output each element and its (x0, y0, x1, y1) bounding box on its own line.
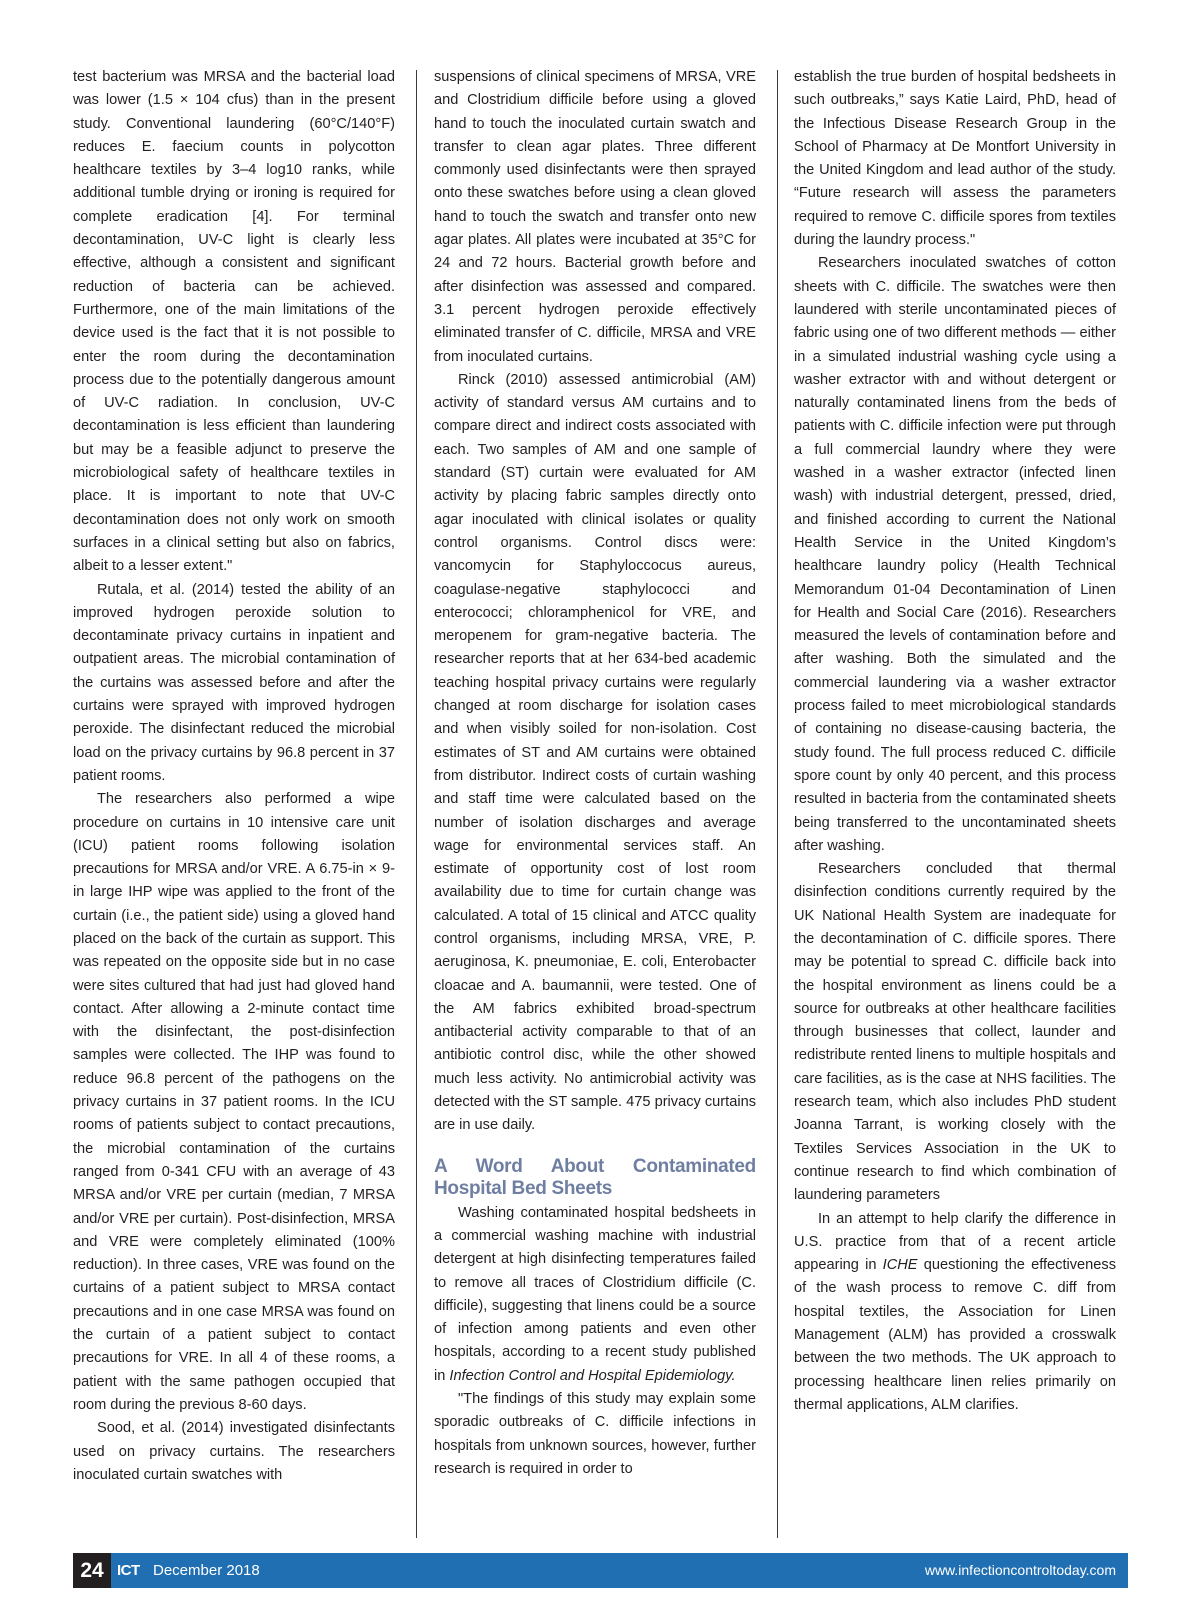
paragraph: The researchers also performed a wipe procedure on curtains in 10 intensive care unit (ICU) patient rooms following isolation precautions for MRSA and/or VRE. A 6.75-in × 9-in large IHP wipe was applied to the front of the curtain (i.e., the patient side) using a gloved hand placed on the back of the curtain as support. This was repeated on the opposite side but in no case were sites cultured that had just had gloved hand contact. After allowing a 2-minute contact time with the disinfectant, the post-disinfection samples were collected. The IHP was found to reduce 96.8 percent of the pathogens on the privacy curtains in 37 patient rooms. In the ICU rooms of patients subject to contact precautions, the microbial contamination of the curtains ranged from 0-341 CFU with an average of 43 MRSA and/or VRE per curtain (median, 7 MRSA and/or VRE per curtain). Post-disinfection, MRSA and VRE were completely eliminated (100% reduction). In three cases, VRE was found on the curtains of a patient subject to MRSA contact precautions and in one case MRSA was found on the curtain of a patient subject to contact precautions for VRE. In all 4 of these rooms, a patient with the same pathogen occupied that room during the previous 8-60 days. (73, 791, 395, 1413)
paragraph: suspensions of clinical specimens of MRSA, VRE and Clostridium difficile before using a gloved hand to touch the inoculated curtain swatch and transfer to clean agar plates. Three different commonly used disinfectants were then sprayed onto these swatches before using a clean gloved hand to touch the swatch and transfer onto new agar plates. All plates were incubated at 35°C for 24 and 72 hours. Bacterial growth before and after disinfection was assessed and compared. 3.1 percent hydrogen peroxide effectively eliminated transfer of C. difficile, MRSA and VRE from inoculated curtains. (434, 69, 756, 365)
paragraph: Researchers concluded that thermal disinfection conditions currently required by the UK National Health System are inadequate for the decontamination of C. difficile spores. There may be potential to spread C. difficile back into the hospital environment as linens could be a source for outbreaks at other healthcare facilities through businesses that collect, launder and redistribute rented linens to multiple hospitals and care facilities, as is the case at NHS facilities. The research team, which also includes PhD student Joanna Tarrant, is working closely with the Textiles Services Association in the UK to continue research to find which combination of laundering parameters (794, 861, 1116, 1204)
section-heading: A Word About Contaminated Hospital Bed Sheets (434, 1155, 756, 1199)
magazine-name: ICT (117, 1562, 140, 1579)
paragraph: test bacterium was MRSA and the bacterial load was lower (1.5 × 104 cfus) than in the present study. Conventional laundering (60°C/140°F) reduces E. faecium counts in polycotton healthcare textiles by 3–4 log10 ranks, while additional tumble drying or ironing is required for complete eradication [4]. For terminal decontamination, UV-C light is clearly less effective, although a consistent and significant reduction of bacteria can be achieved. Furthermore, one of the main limitations of the device used is the fact that it is not possible to enter the room during the decontamination process due to the potentially dangerous amount of UV-C radiation. In conclusion, UV-C decontamination is less efficient than laundering but may be a feasible adjunct to preserve the microbiological safety of healthcare textiles in place. It is important to note that UV-C decontamination does not only work on smooth surfaces in a clinical setting but also on fabrics, albeit to a lesser extent." (73, 69, 395, 575)
paragraph: Rutala, et al. (2014) tested the ability of an improved hydrogen peroxide solution to decontaminate privacy curtains in inpatient and outpatient areas. The microbial contamination of the curtains was assessed before and after the curtains were sprayed with improved hydrogen peroxide. The disinfectant reduced the microbial load on the privacy curtains by 96.8 percent in 37 patient rooms. (73, 581, 395, 784)
paragraph: Researchers inoculated swatches of cotton sheets with C. difficile. The swatches were then laundered with sterile uncontaminated pieces of fabric using one of two different methods — either in a simulated industrial washing cycle using a washer extractor with and without detergent or naturally contaminated linens from the beds of patients with C. difficile infection were put through a full commercial laundry where they were washed in a washer extractor (infected linen wash) with industrial detergent, pressed, dried, and finished according to current the National Health Service in the United Kingdom’s healthcare laundry policy (Health Technical Memorandum 01-04 Decontamination of Linen for Health and Social Care (2016). Researchers measured the levels of contamination before and after washing. Both the simulated and the commercial laundering via a washer extractor process failed to meet microbiological standards of containing no disease-causing bacteria, the study found. The full process reduced C. difficile spore count by only 40 percent, and this process resulted in bacteria from the contaminated sheets being transferred to the uncontaminated sheets after washing. (794, 255, 1116, 854)
journal-title: Infection Control and Hospital Epidemiology. (449, 1367, 736, 1384)
paragraph (434, 1202, 756, 1388)
column-1 (73, 66, 395, 1487)
column-3 (794, 66, 1116, 1417)
page-number: 24 (73, 1553, 111, 1588)
website-link[interactable]: www.infectioncontroltoday.com (924, 1562, 1116, 1578)
paragraph: Rinck (2010) assessed antimicrobial (AM) activity of standard versus AM curtains and to compare direct and indirect costs associated with each. Two samples of AM and one sample of standard (ST) curtain were evaluated for AM activity by placing fabric samples directly onto agar inoculated with clinical isolates or quality control organisms. Control discs were: vancomycin for Staphyloccocus aureus, coagulase-negative staphylococci and enterococci; chloramphenicol for VRE, and meropenem for gram-negative bacteria. The researcher reports that at her 634-bed academic teaching hospital privacy curtains were regularly changed at room discharge for isolation cases and when visibly soiled for non-isolation. Cost estimates of ST and AM curtains were obtained from distributor. Indirect costs of curtain washing and staff time were calculated based on the number of isolation discharges and average wage for environmental services staff. An estimate of opportunity cost of lost room availability due to time for curtain change was calculated. A total of 15 clinical and ATCC quality control organisms, including MRSA, VRE, P. aeruginosa, K. pneumoniae, E. coli, Enterobacter cloacae and A. baumannii, were tested. One of the AM fabrics exhibited broad-spectrum antibacterial activity comparable to that of an antibiotic control disc, while the other showed much less activity. No antimicrobial activity was detected with the ST sample. 475 privacy curtains are in use daily. (434, 371, 756, 1134)
paragraph-text: Washing contaminated hospital bedsheets in a commercial washing machine with industrial detergent at high disinfecting temperatures failed to remove all traces of Clostridium difficile (C. difficile), suggesting that linens could be a source of infection among patients and even other hospitals, according to a recent study published in (434, 1204, 756, 1384)
column-divider (777, 70, 778, 1538)
paragraph-text: questioning the effectiveness of the wash process to remove C. diff from hospital textiles, the Association for Linen Management (ALM) has provided a crosswalk between the two methods. The UK approach to processing healthcare linen relies primarily on thermal applications, ALM clarifies. (794, 1257, 1116, 1413)
paragraph: establish the true burden of hospital bedsheets in such outbreaks,” says Katie Laird, PhD, head of the Infectious Disease Research Group in the School of Pharmacy at De Montfort University in the United Kingdom and lead author of the study. “Future research will assess the parameters required to remove C. difficile spores from textiles during the laundry process." (794, 69, 1116, 249)
journal-abbreviation: ICHE (882, 1257, 918, 1274)
paragraph: "The findings of this study may explain some sporadic outbreaks of C. difficile infections in hospitals from unknown sources, however, further research is required in order to (434, 1391, 756, 1477)
issue-date: December 2018 (153, 1562, 260, 1579)
column-2 (434, 66, 756, 1481)
paragraph: Sood, et al. (2014) investigated disinfectants used on privacy curtains. The researchers inoculated curtain swatches with (73, 1420, 395, 1483)
paragraph (794, 1208, 1116, 1418)
page-footer (73, 1553, 1128, 1588)
paragraph-text: In an attempt to help clarify the difference in U.S. practice from that of a recent article appearing in (794, 1210, 1116, 1274)
column-divider (416, 70, 417, 1538)
